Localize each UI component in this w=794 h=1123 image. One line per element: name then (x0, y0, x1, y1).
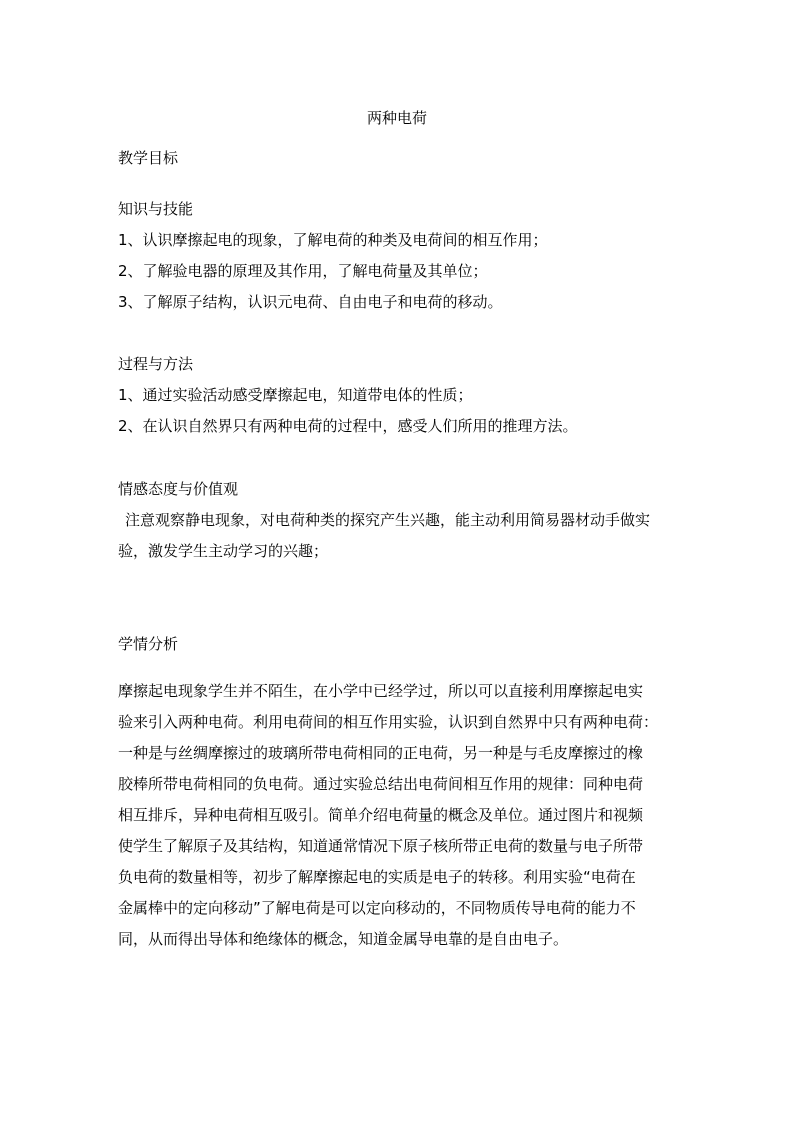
section-heading-teaching-goals: 教学目标 (118, 149, 179, 167)
knowledge-item-1: 1、认识摩擦起电的现象，了解电荷的种类及电荷间的相互作用； (118, 231, 548, 249)
document-title: 两种电荷 (366, 109, 427, 127)
process-item-2: 2、在认识自然界只有两种电荷的过程中，感受人们所用的推理方法。 (118, 417, 578, 435)
analysis-text-line-8: 金属棒中的定向移动”了解电荷是可以定向移动的，不同物质传导电荷的能力不 (118, 899, 636, 917)
analysis-text-line-5: 相互排斥，异种电荷相互吸引。简单介绍电荷量的概念及单位。通过图片和视频 (118, 806, 644, 824)
analysis-text-line-7: 负电荷的数量相等，初步了解摩擦起电的实质是电子的转移。利用实验“电荷在 (118, 868, 636, 886)
knowledge-item-3: 3、了解原子结构，认识元电荷、自由电子和电荷的移动。 (118, 293, 503, 311)
emotion-text-line-2: 验，激发学生主动学习的兴趣； (118, 542, 329, 560)
process-item-1: 1、通过实验活动感受摩擦起电，知道带电体的性质； (118, 386, 473, 404)
knowledge-item-2: 2、了解验电器的原理及其作用，了解电荷量及其单位； (118, 262, 488, 280)
analysis-text-line-1: 摩擦起电现象学生并不陌生，在小学中已经学过，所以可以直接利用摩擦起电实 (118, 682, 644, 700)
emotion-text-line-1: 注意观察静电现象，对电荷种类的探究产生兴趣，能主动利用简易器材动手做实 (125, 511, 651, 529)
analysis-text-line-6: 使学生了解原子及其结构，知道通常情况下原子核所带正电荷的数量与电子所带 (118, 837, 644, 855)
analysis-text-line-9: 同，从而得出导体和绝缘体的概念，知道金属导电靠的是自由电子。 (118, 930, 569, 948)
section-heading-process-methods: 过程与方法 (118, 355, 194, 373)
section-heading-emotion-values: 情感态度与价值观 (118, 480, 239, 498)
analysis-text-line-4: 胶棒所带电荷相同的负电荷。通过实验总结出电荷间相互作用的规律：同种电荷 (118, 775, 644, 793)
section-heading-learning-analysis: 学情分析 (118, 635, 179, 653)
analysis-text-line-3: 一种是与丝绸摩擦过的玻璃所带电荷相同的正电荷，另一种是与毛皮摩擦过的橡 (118, 744, 644, 762)
analysis-text-line-2: 验来引入两种电荷。利用电荷间的相互作用实验，认识到自然界中只有两种电荷： (118, 713, 659, 731)
section-heading-knowledge-skills: 知识与技能 (118, 200, 194, 218)
